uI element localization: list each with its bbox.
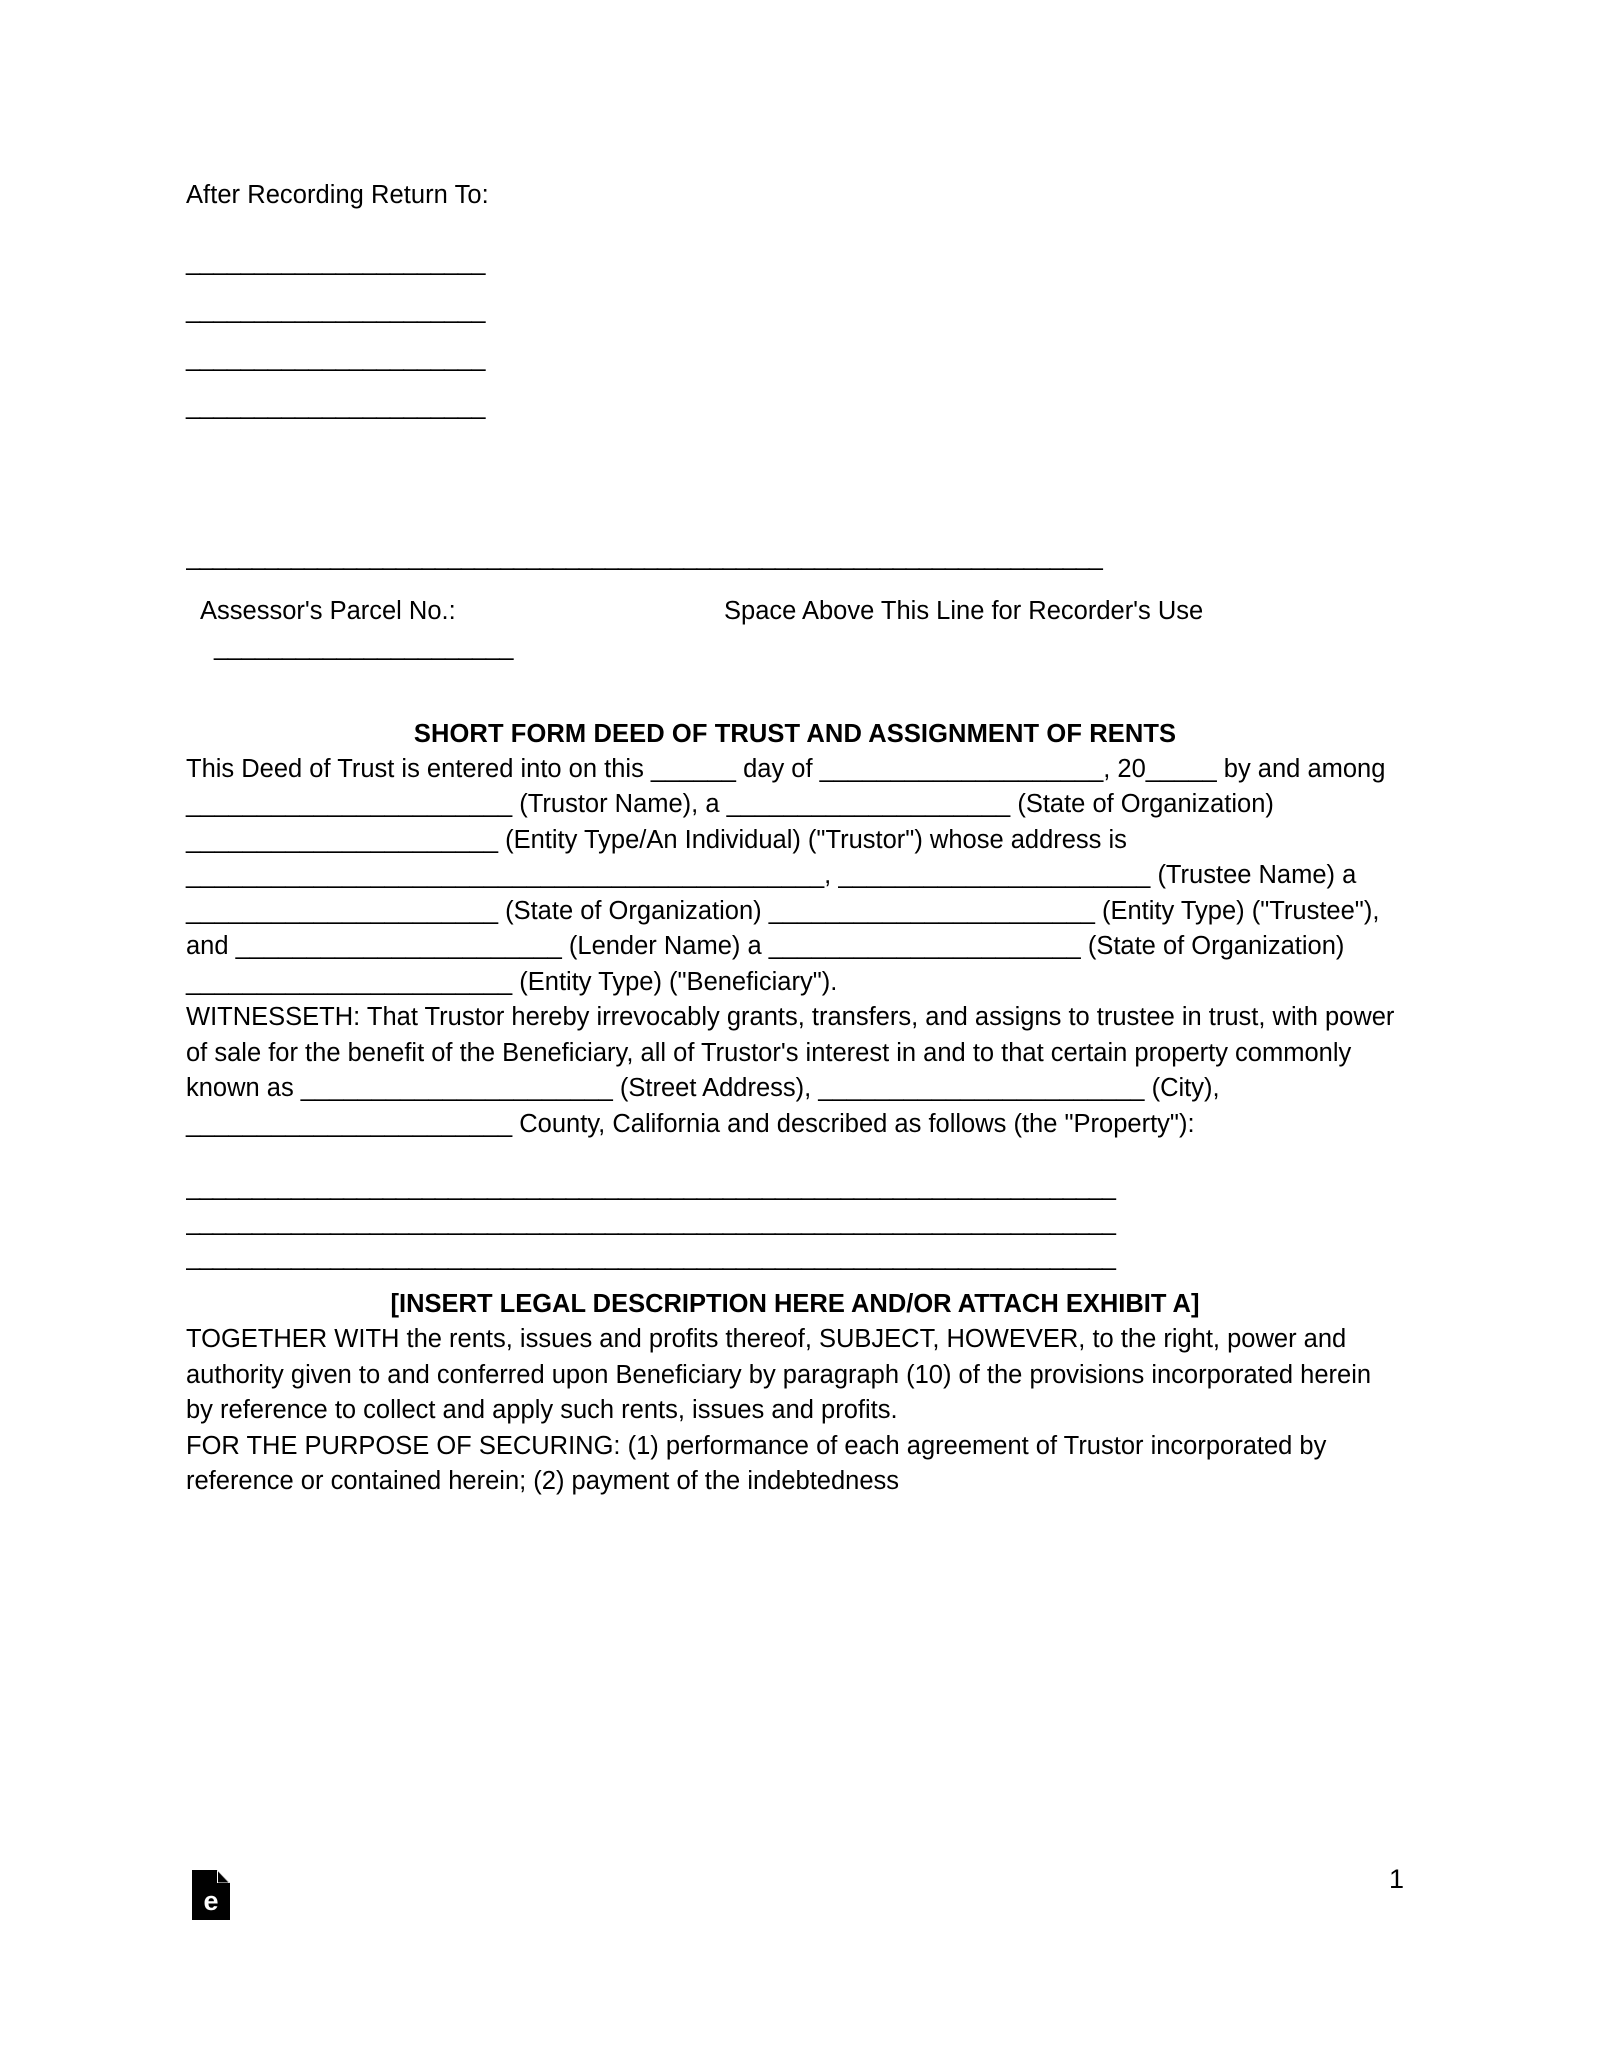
assessor-parcel-blank[interactable]: ______________________ — [214, 632, 513, 661]
page-number: 1 — [1388, 1864, 1404, 1894]
legal-description-blank-line-1[interactable]: _______________________________________________________________________ — [186, 1173, 1115, 1201]
paragraph-intro: This Deed of Trust is entered into on this ______ day of ____________________, 20_____ by and among _______________________ (Trustor Name), a ____________________ (State of Organization) ______________________ (Entity Type/An Individual) ("Trustor") whose address is _____________________________________________, ______________________ (Trustee Name) a ______________________ (State of Organization) _______________________ (Entity Type) ("Trustee"), and _______________________ (Lender Name) a ______________________ (State of Organization) _______________________ (Entity Type) ("Beneficiary"). — [186, 754, 1386, 996]
return-address-blank-group — [186, 238, 1404, 430]
return-address-blank-line-2[interactable]: ______________________ — [186, 295, 485, 324]
svg-text:e: e — [203, 1886, 219, 1916]
assessor-parcel-label: Assessor's Parcel No.: — [200, 596, 456, 625]
insert-legal-description-heading: [INSERT LEGAL DESCRIPTION HERE AND/OR ATTACH EXHIBIT A] — [390, 1290, 1200, 1318]
recorder-use-note: Space Above This Line for Recorder's Use — [724, 596, 1204, 625]
return-address-blank-line-1[interactable]: ______________________ — [186, 247, 485, 276]
page-title: SHORT FORM DEED OF TRUST AND ASSIGNMENT OF RENTS — [413, 719, 1177, 748]
recorder-info-row — [186, 594, 1404, 665]
legal-description-blank-line-3[interactable]: _______________________________________________________________________ — [186, 1243, 1115, 1271]
after-recording-return-to-label: After Recording Return To: — [186, 181, 489, 209]
return-address-blank-line-3[interactable]: ______________________ — [186, 343, 485, 372]
legal-description-blank-line-2[interactable]: _______________________________________________________________________ — [186, 1208, 1115, 1236]
return-address-blank-line-4[interactable]: ______________________ — [186, 391, 485, 420]
assessor-parcel-block — [186, 594, 716, 665]
paragraph-purpose-of-securing: FOR THE PURPOSE OF SECURING: (1) performance of each agreement of Trustor incorporated by reference or contained herein; (2) payment of the indebtedness — [186, 1431, 1327, 1495]
recorder-section-divider-rule: ______________________________________________________________________ — [186, 542, 1102, 571]
page-footer — [186, 1862, 1404, 1952]
paragraph-witnesseth: WITNESSETH: That Trustor hereby irrevocably grants, transfers, and assigns to trustee in trust, with power of sale for the benefit of the Beneficiary, all of Trustor's interest in and to that certain property commonly known as ______________________ (Street Address), _______________________ (City), _______________________ County, California and described as follows (the "Property"): — [186, 1003, 1395, 1138]
eforms-document-logo-icon — [192, 1870, 230, 1920]
legal-description-blank-group — [186, 1170, 1404, 1275]
paragraph-together-with: TOGETHER WITH the rents, issues and profits thereof, SUBJECT, HOWEVER, to the right, power and authority given to and conferred upon Beneficiary by paragraph (10) of the provisions incorporated herein by reference to collect and apply such rents, issues and profits. — [186, 1325, 1372, 1424]
document-body — [186, 178, 1404, 1500]
